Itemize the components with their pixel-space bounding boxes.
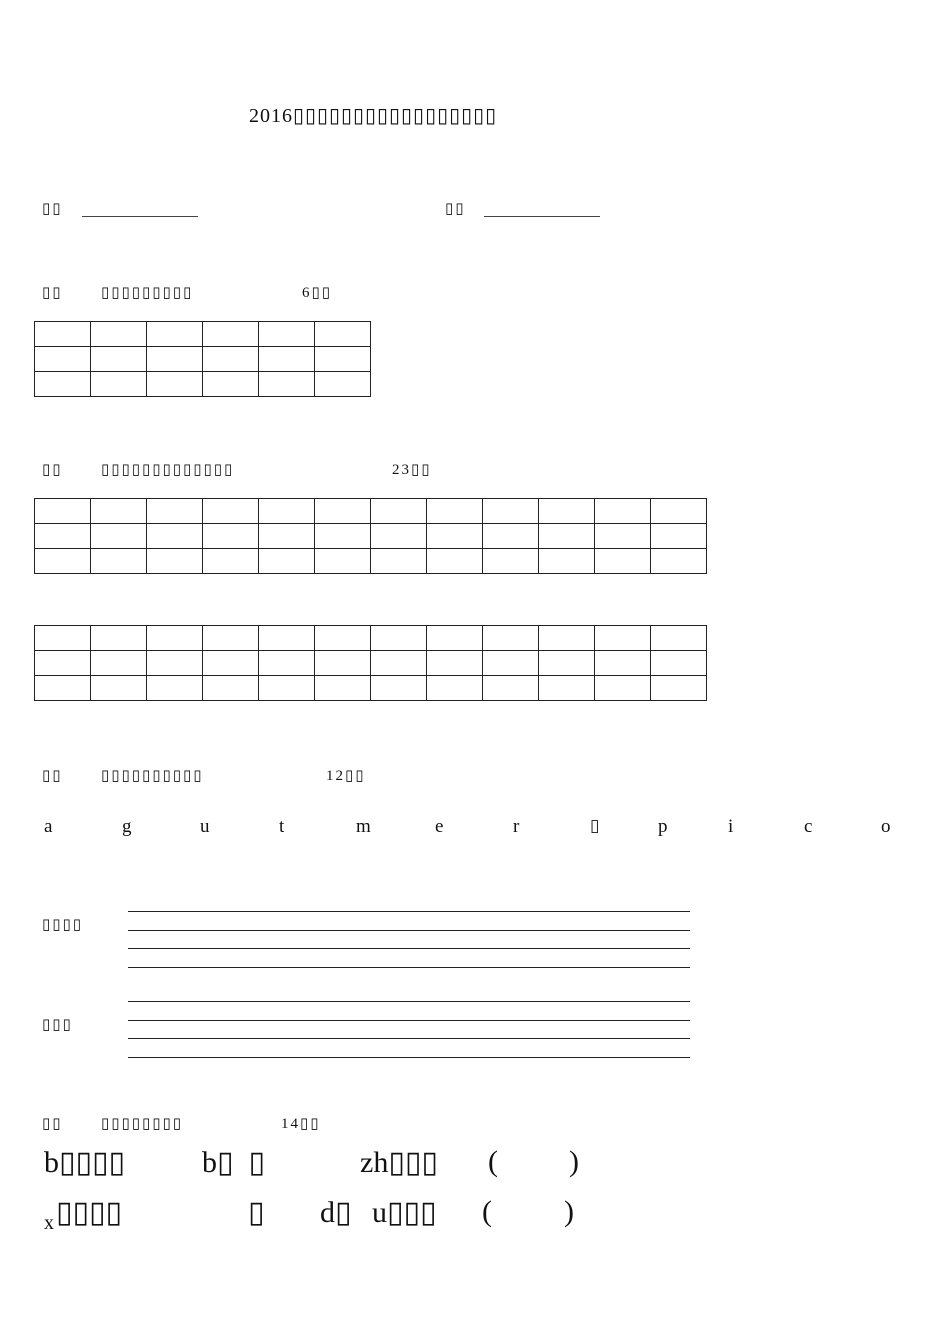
letter-item: e xyxy=(435,816,444,837)
section-3-points: 12▯▯ xyxy=(326,768,366,784)
letter-item: ▯ xyxy=(590,816,600,835)
answer-paren-close: ) xyxy=(569,1145,579,1178)
section-2-points: 23▯▯ xyxy=(392,462,432,478)
answer-paren-close: ) xyxy=(564,1195,574,1228)
four-line-rule xyxy=(128,967,690,968)
writing-label-1: ▯▯▯▯ xyxy=(42,917,84,933)
score-blank[interactable] xyxy=(484,202,600,217)
letter-item: u xyxy=(200,816,210,837)
writing-grid-1 xyxy=(34,321,371,397)
writing-label-2: ▯▯▯ xyxy=(42,1017,73,1033)
section-4-points: 14▯▯ xyxy=(281,1116,321,1132)
four-line-rule xyxy=(128,1038,690,1039)
pinyin-item: b▯ ▯ xyxy=(202,1146,266,1179)
four-line-rule xyxy=(128,1057,690,1058)
pinyin-item: ▯ xyxy=(248,1196,265,1229)
section-3-instruction: ▯▯▯▯▯▯▯▯▯▯ xyxy=(101,768,204,784)
section-2-instruction: ▯▯▯▯▯▯▯▯▯▯▯▯▯ xyxy=(101,462,235,478)
pinyin-item: d▯ xyxy=(320,1196,352,1229)
four-line-rule xyxy=(128,1001,690,1002)
section-1-number: ▯▯ xyxy=(42,285,63,301)
letter-item: o xyxy=(881,816,891,837)
four-line-rule xyxy=(128,948,690,949)
name-blank[interactable] xyxy=(82,202,198,217)
pinyin-item: u▯▯▯ xyxy=(372,1196,437,1229)
letter-item: m xyxy=(356,816,371,837)
section-1-instruction: ▯▯▯▯▯▯▯▯▯ xyxy=(101,285,194,301)
answer-paren-open: ( xyxy=(488,1145,498,1178)
pinyin-item: ▯▯▯▯ xyxy=(56,1196,123,1229)
name-label: ▯▯ xyxy=(42,201,63,217)
letter-item: i xyxy=(728,816,734,837)
writing-grid-2a xyxy=(34,498,707,574)
section-1-points: 6▯▯ xyxy=(302,285,333,301)
letter-item: t xyxy=(279,816,285,837)
four-line-rule xyxy=(128,911,690,912)
answer-paren-open: ( xyxy=(482,1195,492,1228)
pinyin-item: zh▯▯▯ xyxy=(360,1146,438,1179)
section-4-number: ▯▯ xyxy=(42,1116,63,1132)
letter-item: a xyxy=(44,816,53,837)
letter-item: p xyxy=(658,816,668,837)
section-4-instruction: ▯▯▯▯▯▯▯▯ xyxy=(101,1116,184,1132)
letter-item: c xyxy=(804,816,813,837)
four-line-rule xyxy=(128,930,690,931)
pinyin-item: b▯▯▯▯ xyxy=(44,1146,126,1179)
letter-item: r xyxy=(513,816,520,837)
section-2-number: ▯▯ xyxy=(42,462,63,478)
page-title: 2016▯▯▯▯▯▯▯▯▯▯▯▯▯▯▯▯▯ xyxy=(249,105,498,127)
score-label: ▯▯ xyxy=(445,201,466,217)
pinyin-subscript: x xyxy=(44,1212,54,1234)
writing-grid-2b xyxy=(34,625,707,701)
section-3-number: ▯▯ xyxy=(42,768,63,784)
four-line-rule xyxy=(128,1020,690,1021)
letter-item: g xyxy=(122,816,132,837)
